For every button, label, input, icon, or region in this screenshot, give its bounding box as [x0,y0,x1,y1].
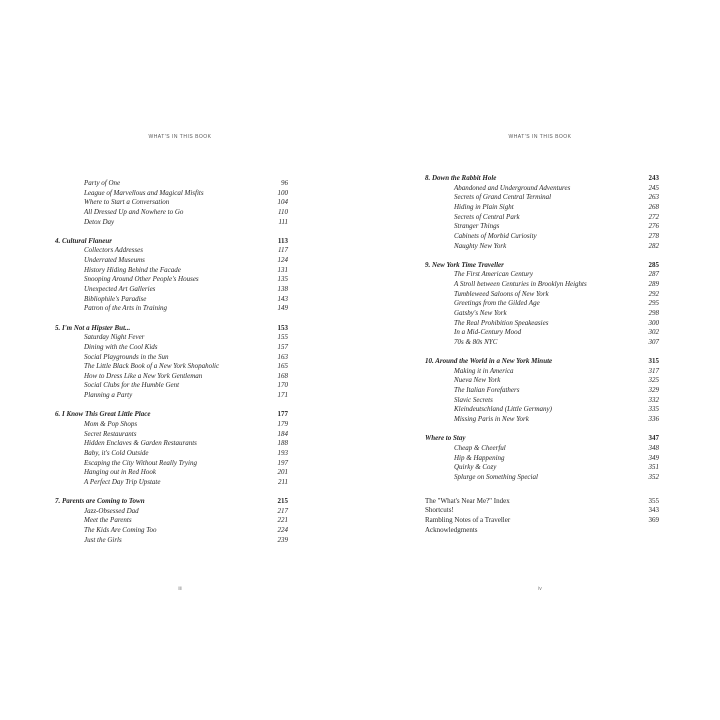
toc-section-heading [425,174,659,184]
toc-section-heading [425,357,659,367]
toc-entry [425,222,659,232]
toc-entry [55,295,288,305]
toc-back-matter-entry-title: Acknowledgments [425,525,478,534]
toc-entry [55,516,288,526]
toc-entry [425,444,659,454]
toc-entry-page: 268 [648,202,659,211]
toc-entry-page: 276 [648,222,659,231]
toc-entry [425,473,659,483]
toc-entry [55,420,288,430]
toc-entry [425,415,659,425]
toc-entry-page: 100 [277,188,288,197]
toc-entry [55,430,288,440]
toc-entry [425,242,659,252]
toc-section-heading-page: 113 [277,236,288,245]
toc-entry-title: Mom & Pop Shops [84,419,138,428]
toc-entry [425,319,659,329]
toc-section [55,497,288,545]
toc-entry [55,275,288,285]
toc-entry-page: 287 [648,270,659,279]
toc-entry [425,213,659,223]
toc-entry [55,304,288,314]
toc-section-heading-title: 5. I'm Not a Hipster But... [55,323,131,332]
toc-entry-page: 170 [277,381,288,390]
toc-entry [55,208,288,218]
toc-entry-title: Dining with the Cool Kids [84,342,158,351]
toc-entry-title: A Perfect Day Trip Upstate [84,477,161,486]
toc-entry-page: 351 [648,463,659,472]
toc-section-heading [425,261,659,271]
toc-section-heading-title: 10. Around the World in a New York Minute [425,357,553,366]
toc-entry [425,463,659,473]
toc-entry-page: 193 [277,448,288,457]
toc-entry [425,328,659,338]
toc-entry [55,468,288,478]
running-head: WHAT'S IN THIS BOOK [148,134,212,140]
toc-entry-title: Secrets of Grand Central Terminal [454,193,552,202]
toc-entry-title: Gatsby's New York [454,309,507,318]
toc-entry-page: 329 [648,386,659,395]
toc-entry-title: The Little Black Book of a New York Shopaholic [84,362,220,371]
toc-entry-title: Where to Start a Conversation [84,198,170,207]
toc-entry [55,246,288,256]
toc-entry [425,396,659,406]
toc-entry-page: 336 [648,415,659,424]
page-number: iv [538,586,542,592]
toc-entry [55,459,288,469]
toc-entry-page: 155 [277,333,288,342]
toc-section-heading-page: 177 [277,410,288,419]
toc-entry-page: 349 [648,453,659,462]
toc-entry [55,285,288,295]
toc-entry [55,439,288,449]
toc-entry-title: Patron of the Arts in Training [84,304,168,313]
table-of-contents [425,174,659,545]
toc-carryover-list [55,179,288,227]
toc-entry-title: Hip & Happening [454,453,505,462]
toc-entry-page: 157 [277,342,288,351]
toc-entry [425,309,659,319]
toc-entry-title: A Stroll between Centuries in Brooklyn Heights [454,280,587,289]
toc-entry-title: Nueva New York [454,376,501,385]
toc-entry [55,449,288,459]
toc-entry [425,386,659,396]
toc-entry-page: 96 [281,179,288,187]
toc-entry [425,367,659,377]
toc-entry-title: Hidden Enclaves & Garden Restaurants [84,439,197,448]
toc-back-matter [425,497,659,536]
toc-entry-title: 70s & 80s NYC [454,338,498,346]
toc-entry [55,372,288,382]
toc-section-heading-page: 215 [277,497,288,506]
toc-entry-page: 289 [648,280,659,289]
toc-back-matter-entry-page: 343 [648,506,659,515]
toc-back-matter-entry-page: 355 [648,496,659,505]
toc-entry-page: 224 [277,526,288,534]
toc-entry [55,381,288,391]
toc-entry-page: 184 [277,429,288,438]
toc-entry-title: Tumbleweed Saloons of New York [454,289,549,298]
toc-entry-title: Detox Day [84,217,115,226]
toc-entry-title: Cheap & Cheerful [454,443,506,452]
toc-entry [425,184,659,194]
toc-entry-title: Baby, it's Cold Outside [84,448,149,457]
toc-section-heading [55,497,288,507]
toc-entry [425,280,659,290]
toc-entry-title: Party of One [84,179,121,187]
toc-entry-title: Collectors Addresses [84,246,143,255]
toc-entry-title: Just the Girls [84,535,122,544]
toc-entry-title: Cabinets of Morbid Curiosity [454,231,537,240]
toc-entry [55,343,288,353]
toc-entry-page: 110 [278,207,288,216]
toc-entry-page: 104 [277,198,288,207]
toc-back-matter-entry [425,516,659,526]
toc-entry-title: Hiding in Plain Sight [454,202,514,211]
toc-entry-title: Kleindeutschland (Little Germany) [454,405,552,414]
toc-entry-title: The Italian Forefathers [454,386,520,395]
toc-entry-page: 298 [648,309,659,318]
toc-entry-title: Planning a Party [84,391,133,400]
toc-section [55,324,288,401]
toc-entry-page: 292 [648,289,659,298]
toc-section-heading-title: Where to Stay [425,434,466,443]
toc-entry [425,270,659,280]
toc-entry-page: 135 [277,275,288,284]
toc-entry [55,218,288,228]
page-number: iii [178,586,182,592]
toc-entry-title: Secret Restaurants [84,429,137,438]
toc-entry-title: Making it in America [454,366,514,375]
toc-entry-title: Jazz-Obsessed Dad [84,506,139,515]
toc-entry-title: The First American Century [454,270,534,279]
toc-entry-page: 348 [648,443,659,452]
toc-back-matter-entry [425,506,659,516]
toc-entry-page: 300 [648,318,659,327]
running-head: WHAT'S IN THIS BOOK [508,134,572,140]
toc-entry-title: Underrated Museums [84,256,145,265]
toc-entry-page: 307 [648,338,659,346]
toc-entry-page: 221 [277,516,288,525]
toc-entry-page: 143 [277,294,288,303]
toc-entry [55,536,288,546]
toc-entry-page: 165 [277,362,288,371]
toc-entry [425,193,659,203]
toc-entry [55,526,288,536]
toc-entry-title: In a Mid-Century Mood [454,328,522,337]
toc-entry [425,338,659,348]
toc-section-heading-page: 347 [648,434,659,443]
toc-entry [425,405,659,415]
toc-section-heading-title: 4. Cultural Flaneur [55,236,112,245]
toc-entry [425,290,659,300]
toc-entry [55,391,288,401]
toc-entry [55,189,288,199]
toc-entry-page: 138 [277,285,288,294]
toc-entry [55,333,288,343]
table-of-contents [55,179,288,555]
toc-entry-title: Missing Paris in New York [454,415,529,424]
toc-entry-page: 197 [277,458,288,467]
toc-section-heading-page: 153 [277,323,288,332]
toc-entry [55,507,288,517]
toc-entry-page: 335 [648,405,659,414]
toc-back-matter-entry-title: Shortcuts! [425,506,454,515]
toc-entry-page: 272 [648,212,659,221]
toc-entry-page: 131 [277,265,288,274]
toc-entry [55,362,288,372]
toc-section-heading [55,410,288,420]
toc-entry-page: 295 [648,299,659,308]
toc-entry [425,232,659,242]
toc-entry-title: Social Playgrounds in the Sun [84,352,169,361]
toc-entry-title: Saturday Night Fever [84,333,145,342]
toc-entry-page: 179 [277,419,288,428]
toc-entry-title: Meet the Parents [84,516,132,525]
toc-entry-page: 278 [648,231,659,240]
toc-entry [55,256,288,266]
toc-entry-title: Greetings from the Gilded Age [454,299,540,308]
toc-back-matter-entry [425,526,659,536]
toc-entry-title: How to Dress Like a New York Gentleman [84,371,203,380]
toc-entry-title: Splurge on Something Special [454,472,538,481]
toc-section-heading [425,434,659,444]
toc-entry-title: Unexpected Art Galleries [84,285,156,294]
toc-entry [55,478,288,488]
toc-entry-page: 263 [648,193,659,202]
toc-entry-title: The Real Prohibition Speakeasies [454,318,549,327]
toc-section-heading-page: 285 [648,260,659,269]
right-page [360,0,720,720]
toc-section [55,237,288,314]
toc-entry-title: Bibliophile's Paradise [84,294,147,303]
toc-entry [55,353,288,363]
toc-entry-page: 117 [278,246,288,255]
toc-entry-page: 188 [277,439,288,448]
toc-section-heading-title: 6. I Know This Great Little Place [55,410,151,419]
toc-section [425,357,659,425]
toc-entry-page: 168 [277,371,288,380]
toc-entry [55,266,288,276]
toc-section-heading [55,324,288,334]
toc-section-heading-title: 7. Parents are Coming to Town [55,497,145,506]
toc-section-heading-title: 9. New York Time Traveller [425,260,504,269]
toc-entry-page: 282 [648,241,659,250]
toc-entry-title: Social Clubs for the Humble Gent [84,381,180,390]
toc-back-matter-entry-page: 369 [648,515,659,524]
toc-entry-page: 171 [277,391,288,400]
toc-entry-page: 245 [648,183,659,192]
toc-entry-page: 352 [648,472,659,481]
toc-entry [425,376,659,386]
toc-entry-title: Hanging out in Red Hook [84,468,156,477]
toc-entry-page: 239 [277,535,288,544]
toc-entry-title: Quirky & Cozy [454,463,497,472]
toc-entry [425,299,659,309]
toc-entry-title: All Dressed Up and Nowhere to Go [84,207,184,216]
toc-entry-page: 211 [278,477,288,486]
toc-entry [55,179,288,189]
toc-entry-title: Escaping the City Without Really Trying [84,458,197,467]
toc-section-heading-page: 315 [648,357,659,366]
toc-entry-page: 325 [648,376,659,385]
toc-entry-page: 163 [277,352,288,361]
toc-entry-title: Secrets of Central Park [454,212,520,221]
toc-entry [55,198,288,208]
toc-entry [425,203,659,213]
toc-back-matter-entry [425,497,659,507]
toc-entry-page: 149 [277,304,288,313]
toc-section [425,174,659,251]
toc-entry-title: Stranger Things [454,222,500,231]
toc-section-heading [55,237,288,247]
toc-entry-title: The Kids Are Coming Too [84,526,157,534]
toc-entry [425,454,659,464]
toc-entry-title: History Hiding Behind the Facade [84,265,181,274]
toc-entry-page: 332 [648,395,659,404]
toc-entry-page: 201 [277,468,288,477]
toc-entry-title: Abandoned and Underground Adventures [454,183,571,192]
toc-section [55,410,288,487]
toc-entry-title: Naughty New York [454,241,507,250]
toc-back-matter-entry-title: Rambling Notes of a Traveller [425,515,511,524]
toc-entry-page: 111 [278,217,288,226]
toc-section [425,261,659,348]
toc-entry-page: 217 [277,506,288,515]
toc-entry-page: 302 [648,328,659,337]
toc-section [425,434,659,482]
toc-entry-title: Slavic Secrets [454,395,493,404]
toc-entry-page: 124 [277,256,288,265]
toc-entry-title: Snooping Around Other People's Houses [84,275,199,284]
toc-entry-page: 317 [648,366,659,375]
toc-entry-title: League of Marvellous and Magical Misfits [84,188,204,197]
toc-section-heading-page: 243 [648,174,659,182]
toc-back-matter-entry-title: The "What's Near Me?" Index [425,496,510,505]
toc-section-heading-title: 8. Down the Rabbit Hole [425,174,497,182]
